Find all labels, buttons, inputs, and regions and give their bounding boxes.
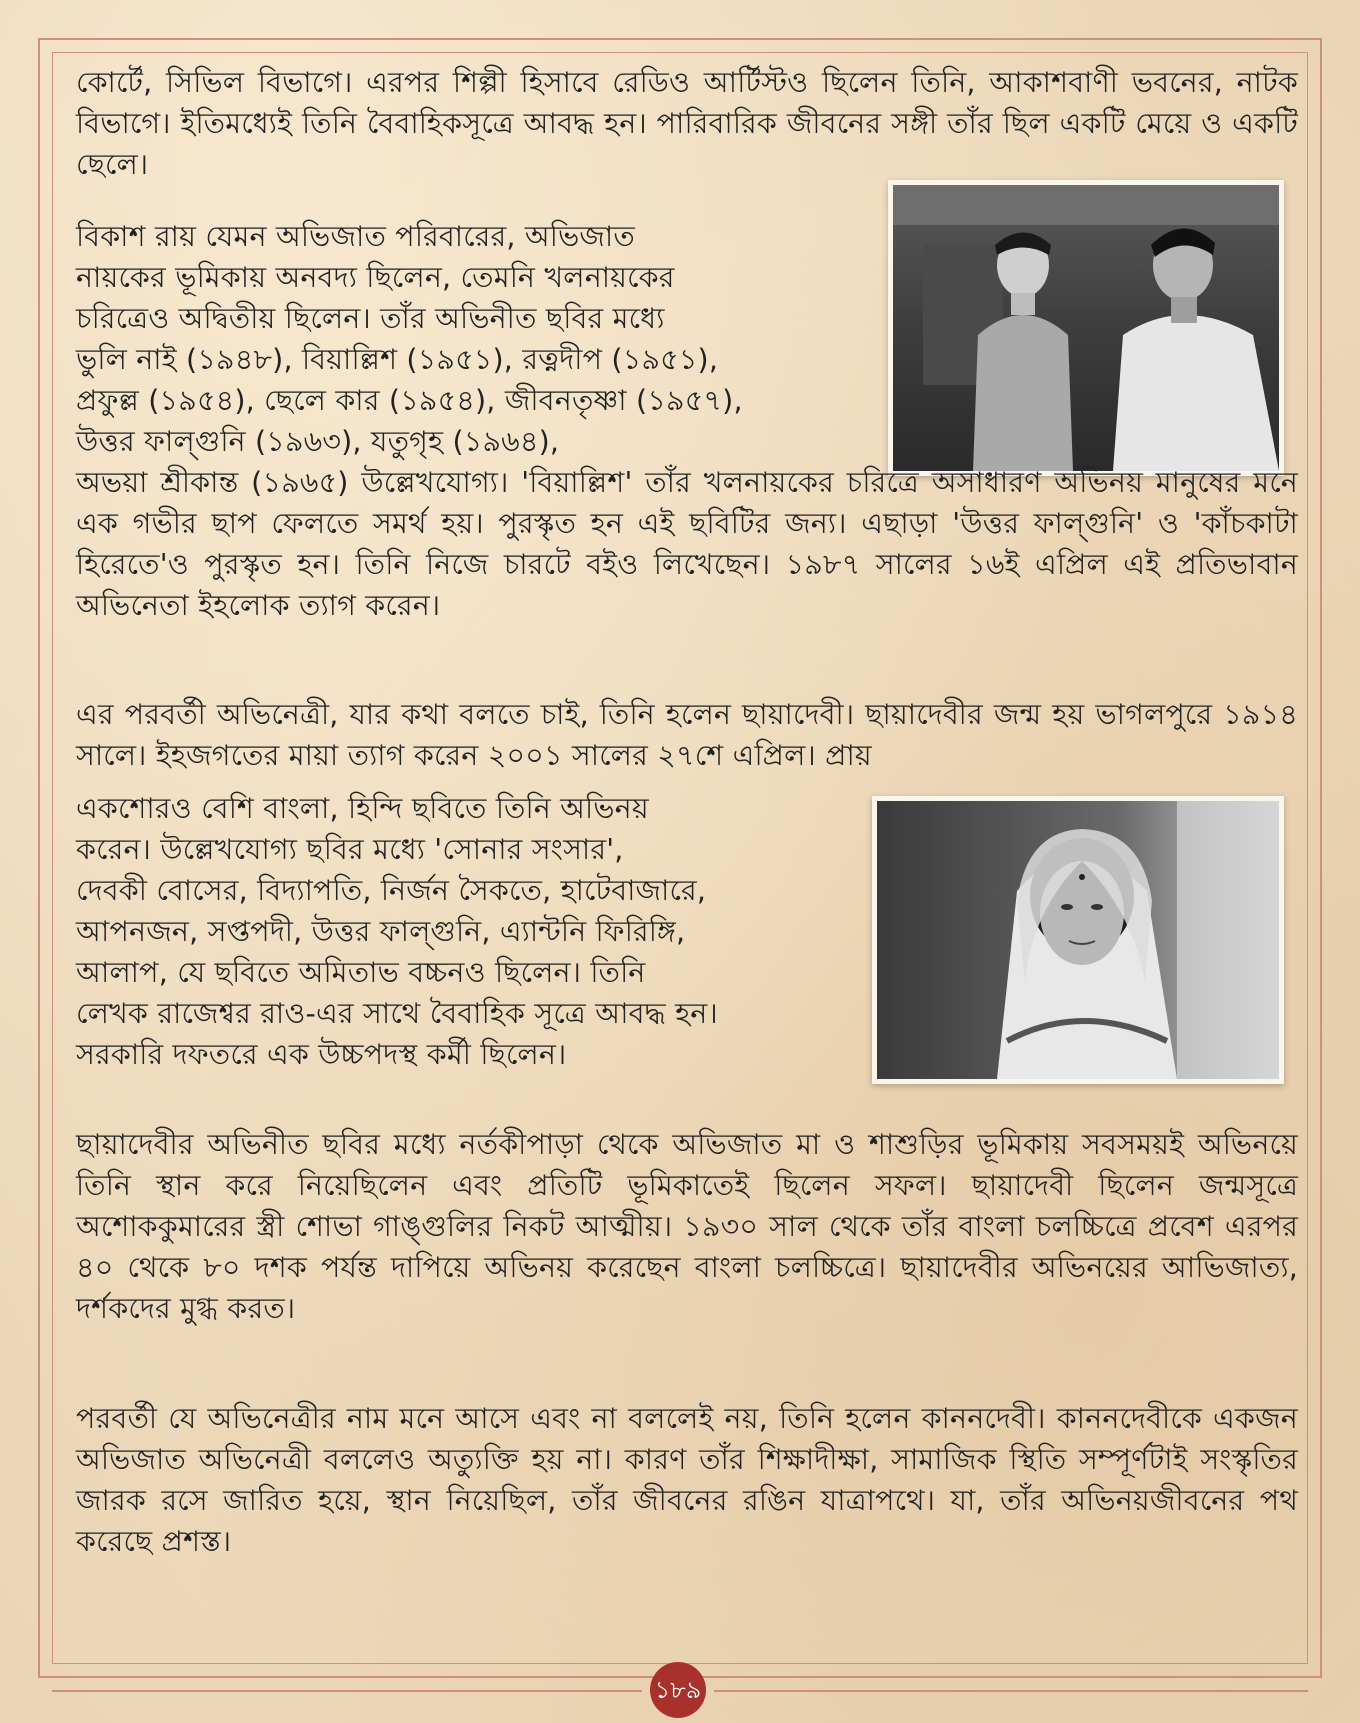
text-line: উত্তর ফাল্গুনি (১৯৬৩), যতুগৃহ (১৯৬৪), [76,425,560,458]
text-line: বিকাশ রায় যেমন অভিজাত পরিবারের, অভিজাত [76,220,635,253]
footer-line-right [714,1690,1308,1692]
text-line: একশোরও বেশি বাংলা, হিন্দি ছবিতে তিনি অভিনয় [76,792,649,825]
chhaya-devi-photo [872,796,1284,1084]
paragraph-chhaya-devi-lines [76,788,876,1075]
paragraph-kanan-devi: পরবর্তী যে অভিনেত্রীর নাম মনে আসে এবং না বললেই নয়, তিনি হলেন কাননদেবী। কাননদেবীকে একজন অভিজাত অভিনেত্রী বললেও অত্যুক্তি হয় না। কারণ তাঁর শিক্ষাদীক্ষা, সামাজিক স্থিতি সম্পূর্ণটাই সংস্কৃতির জারক রসে জারিত হয়ে, স্থান নিয়েছিল, তাঁর জীবনের রঙিন যাত্রাপথে। যা, তাঁর অভিনয়জীবনের পথ করেছে প্রশস্ত। [76,1402,1298,1558]
paragraph-chhaya-devi-films: ছায়াদেবীর অভিনীত ছবির মধ্যে নর্তকীপাড়া থেকে অভিজাত মা ও শাশুড়ির ভূমিকায় সবসময়ই অভিনয়ে তিনি স্থান করে নিয়েছিলেন এবং প্রতিটি ভূমিকাতেই ছিলেন সফল। ছায়াদেবী ছিলেন জন্মসূত্রে অশোককুমারের স্ত্রী শোভা গাঙ্গুলির নিকট আত্মীয়। ১৯৩০ সাল থেকে তাঁর বাংলা চলচ্চিত্রে প্রবেশ এরপর ৪০ থেকে ৮০ দশক পর্যন্ত দাপিয়ে অভিনয় করেছেন বাংলা চলচ্চিত্রে। ছায়াদেবীর অভিনয়ের আভিজাত্য, দর্শকদের মুগ্ধ করত। [76,1128,1298,1325]
film-still-photo [888,180,1284,476]
text-line: লেখক রাজেশ্বর রাও-এর সাথে বৈবাহিক সূত্রে আবদ্ধ হন। [76,997,718,1030]
page-number: ১৮৯ [650,1662,706,1718]
paragraph-chhaya-devi: এর পরবর্তী অভিনেত্রী, যার কথা বলতে চাই, তিনি হলেন ছায়াদেবী। ছায়াদেবীর জন্ম হয় ভাগলপুরে ১৯১৪ সালে। ইহজগতের মায়া ত্যাগ করেন ২০০১ সালের ২৭শে এপ্রিল। প্রায় [76,698,1298,772]
paragraph-intro: কোর্টে, সিভিল বিভাগে। এরপর শিল্পী হিসাবে রেডিও আর্টিস্টও ছিলেন তিনি, আকাশবাণী ভবনের, নাটক বিভাগে। ইতিমধ্যেই তিনি বৈবাহিকসূত্রে আবদ্ধ হন। পারিবারিক জীবনের সঙ্গী তাঁর ছিল একটি মেয়ে ও একটি ছেলে। [76,66,1298,181]
text-line: চরিত্রেও অদ্বিতীয় ছিলেন। তাঁর অভিনীত ছবির মধ্যে [76,302,665,335]
text-line: আলাপ, যে ছবিতে অমিতাভ বচ্চনও ছিলেন। তিনি [76,956,646,989]
footer-line-left [52,1690,642,1692]
text-line: প্রফুল্ল (১৯৫৪), ছেলে কার (১৯৫৪), জীবনতৃষ্ণা (১৯৫৭), [76,384,743,417]
text-line: করেন। উল্লেখযোগ্য ছবির মধ্যে 'সোনার সংসার', [76,833,624,866]
text-line: দেবকী বোসের, বিদ্যাপতি, নির্জন সৈকতে, হাটেবাজারে, [76,874,707,907]
text-line: সরকারি দফতরে এক উচ্চপদস্থ কর্মী ছিলেন। [76,1038,567,1071]
text-line: আপনজন, সপ্তপদী, উত্তর ফাল্গুনি, এ্যান্টনি ফিরিঙ্গি, [76,915,686,948]
text-line: ভুলি নাই (১৯৪৮), বিয়াল্লিশ (১৯৫১), রত্নদীপ (১৯৫১), [76,343,719,376]
paragraph-bikash-roy-tail: অভয়া শ্রীকান্ত (১৯৬৫) উল্লেখযোগ্য। 'বিয়াল্লিশ' তাঁর খলনায়কের চরিত্রে অসাধারণ অভিনয় মানুষের মনে এক গভীর ছাপ ফেলতে সমর্থ হয়। পুরস্কৃত হন এই ছবিটির জন্য। এছাড়া 'উত্তর ফাল্গুনি' ও 'কাঁচকাটা হিরেতে'ও পুরস্কৃত হন। তিনি নিজে চারটে বইও লিখেছেন। ১৯৮৭ সালের ১৬ই এপ্রিল এই প্রতিভাবান অভিনেতা ইহলোক ত্যাগ করেন। [76,466,1298,622]
paragraph-bikash-roy-lines [76,216,896,462]
text-line: নায়কের ভূমিকায় অনবদ্য ছিলেন, তেমনি খলনায়কের [76,261,675,294]
